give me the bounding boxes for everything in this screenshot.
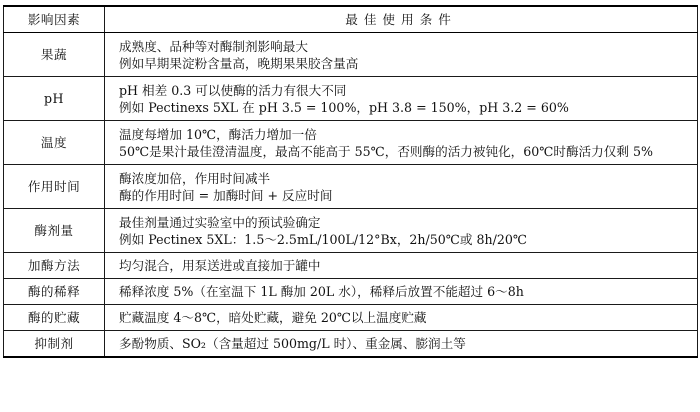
row-factor: 果蔬 [4,33,105,77]
table-row [4,305,698,331]
row-conditions [105,121,698,165]
row-factor: 酶剂量 [4,209,105,253]
row-factor: pH [4,77,105,121]
row-factor: 酶的贮藏 [4,305,105,331]
row-conditions [105,253,698,279]
row-factor: 作用时间 [4,165,105,209]
table-row [4,33,698,77]
condition-line: 最佳剂量通过实验室中的预试验确定 [119,214,321,230]
row-factor: 温度 [4,121,105,165]
table-row [4,121,698,165]
condition-line: 温度每增加 10℃，酶活力增加一倍 [119,126,317,142]
row-conditions [105,331,698,358]
condition-line: 酶浓度加倍，作用时间减半 [119,170,271,186]
enzyme-usage-table [3,5,698,358]
condition-line: 稀释浓度 5%（在室温下 1L 酶加 20L 水），稀释后放置不能超过 6～8h [119,284,524,299]
condition-line: 酶的作用时间 = 加酶时间 + 反应时间 [119,187,333,203]
row-conditions [105,33,698,77]
row-conditions [105,165,698,209]
condition-line: 均匀混合，用泵送进或直接加于罐中 [119,258,321,273]
row-conditions [105,77,698,121]
condition-line: 例如 Pectinexs 5XL 在 pH 3.5 = 100%，pH 3.8 = 150%，pH 3.2 = 60% [119,99,569,115]
table-row [4,165,698,209]
row-factor: 酶的稀释 [4,279,105,305]
condition-line: 成熟度、品种等对酶制剂影响最大 [119,38,308,54]
row-factor: 加酶方法 [4,253,105,279]
table-header-row [4,6,698,33]
row-factor: 抑制剂 [4,331,105,358]
condition-line: 多酚物质、SO₂（含量超过 500mg/L 时）、重金属、膨润土等 [119,336,466,351]
header-conditions: 最佳使用条件 [105,6,698,33]
table-row [4,253,698,279]
row-conditions [105,305,698,331]
table-row [4,331,698,358]
header-factor: 影响因素 [4,6,105,33]
condition-line: 例如早期果淀粉含量高，晚期果果胶含量高 [119,55,359,71]
condition-line: 贮藏温度 4～8℃，暗处贮藏，避免 20℃以上温度贮藏 [119,310,427,325]
condition-line: 例如 Pectinex 5XL：1.5～2.5mL/100L/12°Bx，2h/50℃或 8h/20℃ [119,231,527,247]
row-conditions [105,209,698,253]
table-row [4,77,698,121]
condition-line: 50℃是果汁最佳澄清温度，最高不能高于 55℃，否则酶的活力被钝化，60℃时酶活力仅剩 5% [119,143,653,159]
condition-line: pH 相差 0.3 可以使酶的活力有很大不同 [119,82,347,98]
row-conditions [105,279,698,305]
table-row [4,209,698,253]
table-row [4,279,698,305]
